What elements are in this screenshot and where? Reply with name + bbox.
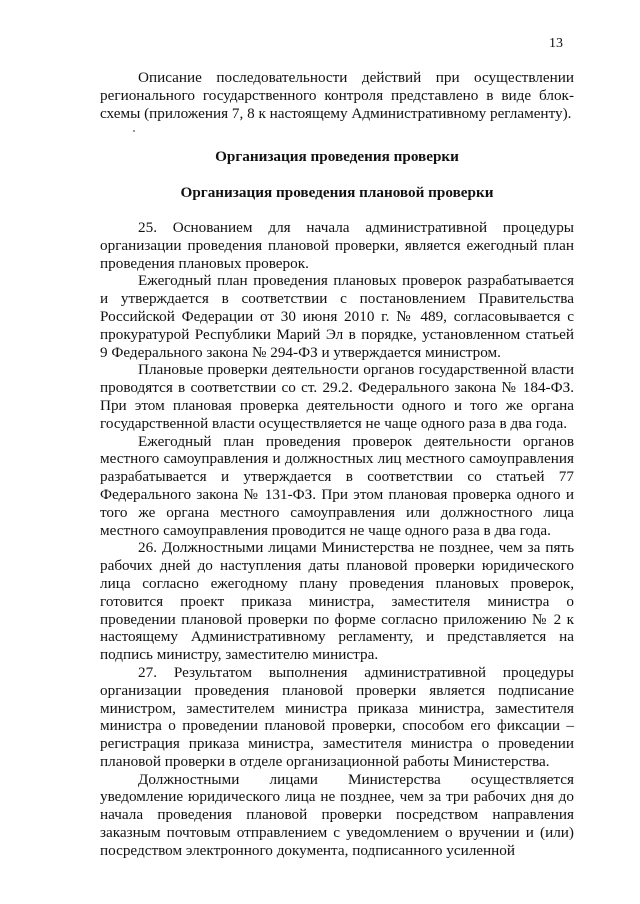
intro-paragraph: Описание последовательности действий при осуществлении регионального государственного контроля представлено в виде блок-схемы (приложения 7, 8 к настоящему Административному регламенту). [100,69,574,122]
paragraph-annual-plan: Ежегодный план проведения плановых проверок разрабатывается и утверждается в соответствии с постановлением Правительства Российской Федерации от 30 июня 2010 г. № 489, согласовывается с прокуратурой Республики Марий Эл в порядке, установленном статьей 9 Федерального закона № 294-ФЗ и утверждается министром. [100,272,574,361]
paragraph-state-authorities: Плановые проверки деятельности органов государственной власти проводятся в соответствии со ст. 29.2. Федерального закона № 184-ФЗ. При этом плановая проверка деятельности одного и того же органа государственной власти осуществляется не чаще одного раза в два года. [100,361,574,432]
paragraph-26: 26. Должностными лицами Министерства не позднее, чем за пять рабочих дней до наступления даты плановой проверки юридического лица согласно ежегодному плану проведения плановых проверок, готовится проект приказа министра, заместителя министра о проведении плановой проверки по форме согласно приложению № 2 к настоящему Административному регламенту, и представляется на подпись министру, заместителю министра. [100,539,574,664]
subsection-title: Организация проведения плановой проверки [180,184,494,202]
page-number: 13 [549,36,563,51]
paragraph-27: 27. Результатом выполнения административной процедуры организации проведения плановой проверки является подписание министром, заместителем министра приказа министра, заместителя министра о проведении плановой проверки, способом его фиксации – регистрация приказа министра, заместителя министра о проведении плановой проверки в отделе организационной работы Министерства. [100,663,574,770]
paragraph-25: 25. Основанием для начала административной процедуры организации проведения плановой проверки, является ежегодный план проведения плановых проверок. [100,218,574,272]
section-title: Организация проведения проверки [215,148,459,166]
page-content [100,69,574,860]
paragraph-notification: Должностными лицами Министерства осуществляется уведомление юридического лица не позднее, чем за три рабочих дня до начала проведения плановой проверки посредством направления заказным почтовым отправлением с уведомлением о вручении и (или) посредством электронного документа, подписанного усиленной [100,770,574,859]
paragraph-local-government: Ежегодный план проведения проверок деятельности органов местного самоуправления и должностных лиц местного самоуправления разрабатывается и утверждается в соответствии со статьей 77 Федерального закона № 131-ФЗ. При этом плановая проверка одного и того же органа местного самоуправления или должностного лица местного самоуправления проводится не чаще одного раза в два года. [100,432,574,539]
